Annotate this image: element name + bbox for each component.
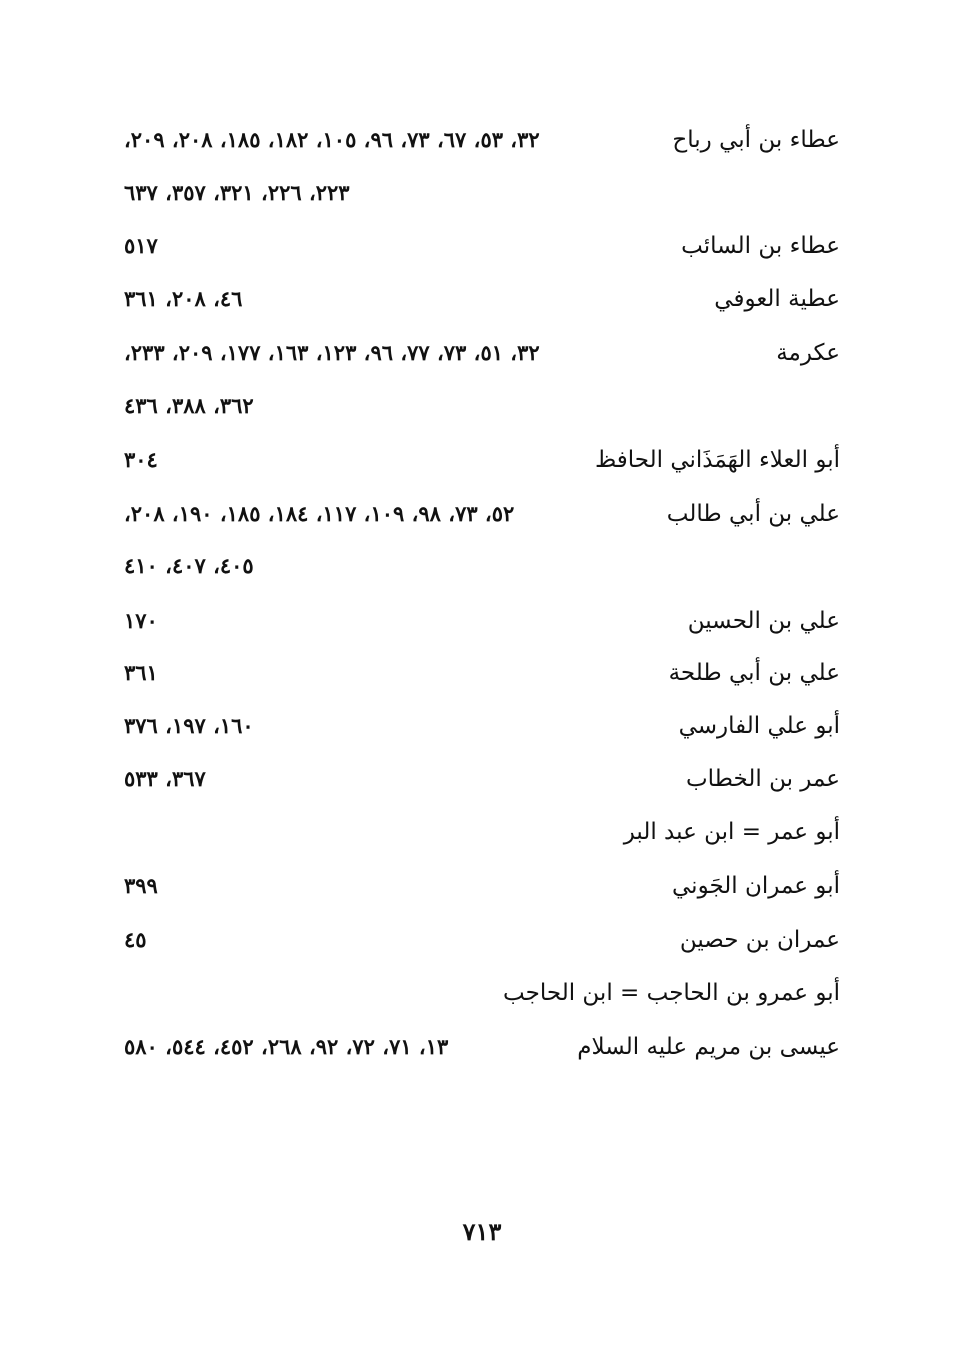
entry-pages: ٣٦١ <box>124 660 158 685</box>
index-entry <box>0 440 964 480</box>
entry-name: أبو عمران الجَوني <box>672 873 840 899</box>
entry-name: علي بن أبي طالب <box>666 501 840 527</box>
entry-name: عمر بن الخطاب <box>685 766 840 792</box>
entry-pages: ١٦٠، ١٩٧، ٣٧٦ <box>124 713 254 738</box>
index-entry <box>0 706 964 746</box>
entry-pages: ٣٩٩ <box>124 873 158 898</box>
entry-name: أبو عمر = ابن عبد البر <box>623 819 840 845</box>
entry-name: عيسى بن مريم عليه السلام <box>577 1034 840 1060</box>
index-entry <box>0 601 964 641</box>
index-entry <box>0 653 964 693</box>
entry-name: علي بن الحسين <box>687 608 840 634</box>
entry-pages: ٢٢٣، ٢٢٦، ٣٢١، ٣٥٧، ٦٣٧ <box>124 180 350 205</box>
entry-pages: ٤٥ <box>124 927 147 952</box>
entry-pages: ١٧٠ <box>124 608 158 633</box>
index-entry <box>0 120 964 160</box>
index-entry <box>0 333 964 373</box>
entry-pages: ١٣، ٧١، ٧٢، ٩٢، ٢٦٨، ٤٥٢، ٥٤٤، ٥٨٠ <box>124 1034 449 1059</box>
entry-name: عكرمة <box>776 340 840 366</box>
index-entry <box>0 759 964 799</box>
entry-name: عطاء بن السائب <box>681 233 840 259</box>
entry-pages: ٥٢، ٧٣، ٩٨، ١٠٩، ١١٧، ١٨٤، ١٨٥، ١٩٠، ٢٠٨، <box>124 501 515 526</box>
index-entry <box>0 546 964 586</box>
entry-pages: ٣٢، ٥١، ٧٣، ٧٧، ٩٦، ١٢٣، ١٦٣، ١٧٧، ٢٠٩، ٢٣٣، <box>124 340 540 365</box>
entry-pages: ٣٦٢، ٣٨٨، ٤٣٦ <box>124 393 254 418</box>
entry-name: عمران بن حصين <box>679 927 840 953</box>
entry-name: عطية العوفي <box>714 286 840 312</box>
index-entry <box>0 279 964 319</box>
entry-name: علي بن أبي طلحة <box>668 660 840 686</box>
entry-pages: ٥١٧ <box>124 233 158 258</box>
entry-name: أبو عمرو بن الحاجب = ابن الحاجب <box>503 980 840 1006</box>
entry-pages: ٣٠٤ <box>124 447 158 472</box>
index-entry <box>0 920 964 960</box>
entry-name: أبو علي الفارسي <box>678 713 840 739</box>
page-number: ٧١٣ <box>462 1217 502 1246</box>
index-entry <box>0 226 964 266</box>
entry-name: عطاء بن أبي رباح <box>672 127 840 153</box>
entry-name: أبو العلاء الهَمَذَاني الحافظ <box>594 447 840 473</box>
index-entry <box>0 1027 964 1067</box>
entry-pages: ٣٦٧، ٥٣٣ <box>124 766 206 791</box>
index-entry <box>0 386 964 426</box>
index-entry <box>0 866 964 906</box>
index-entry <box>0 973 964 1013</box>
entry-pages: ٣٢، ٥٣، ٦٧، ٧٣، ٩٦، ١٠٥، ١٨٢، ١٨٥، ٢٠٨، ٢٠٩، <box>124 127 540 152</box>
index-entry <box>0 494 964 534</box>
entry-pages: ٤٦، ٢٠٨، ٣٦١ <box>124 286 243 311</box>
index-entry <box>0 812 964 852</box>
entry-pages: ٤٠٥، ٤٠٧، ٤١٠ <box>124 553 254 578</box>
index-entry <box>0 173 964 213</box>
